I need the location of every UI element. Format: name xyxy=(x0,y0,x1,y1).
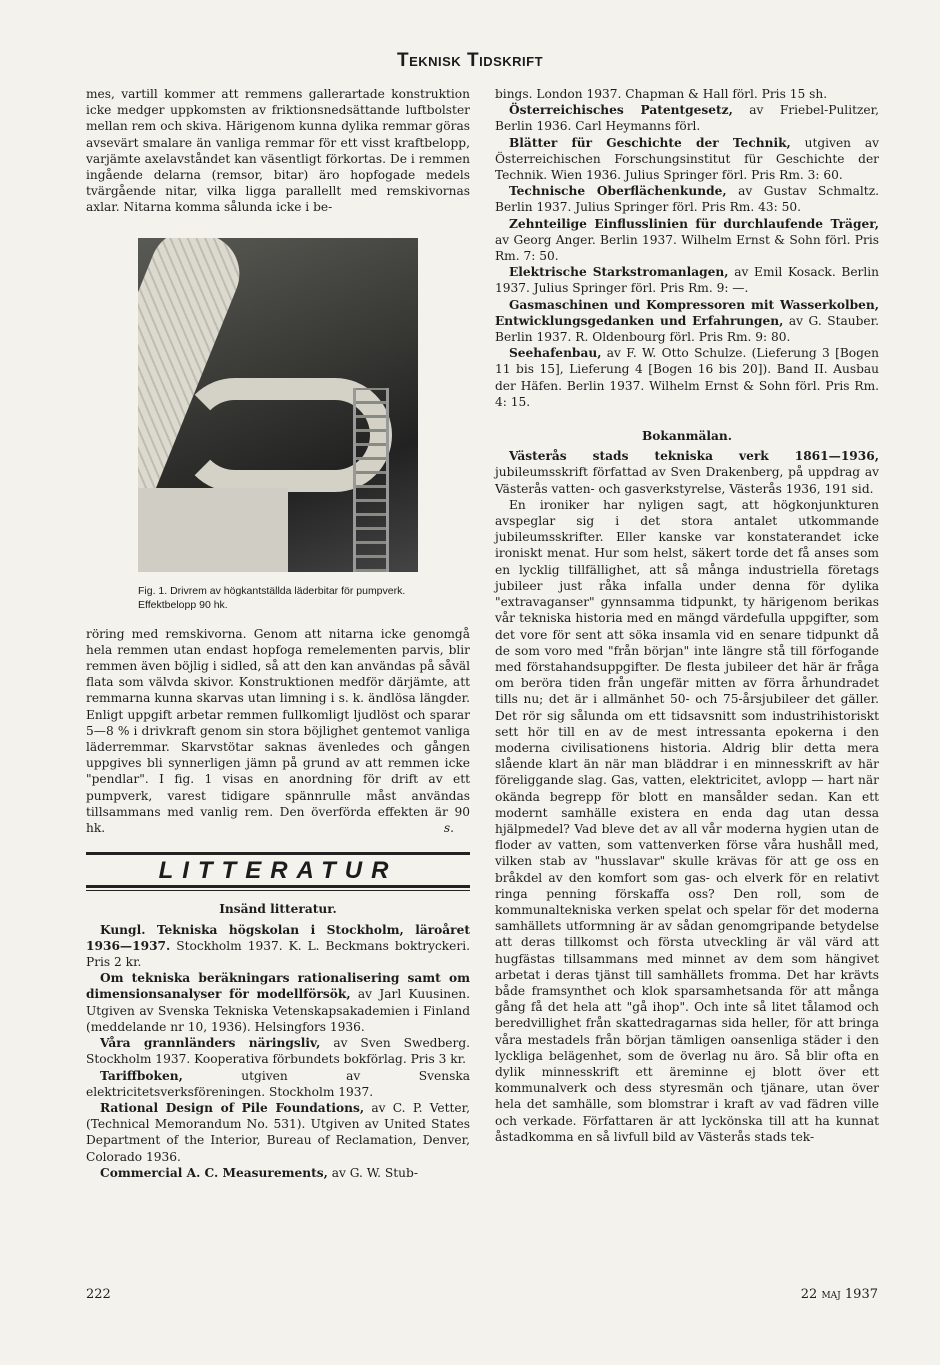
review-heading xyxy=(495,448,879,497)
literature-entry-details: av F. W. Otto Schulze. (Lieferung 3 [Bogen 11 bis 15], Lieferung 4 [Bogen 16 bis 20]). Band II. Ausbau der Häfen. Berlin 1937. Wilhelm Ernst & Sohn förl. Pris Rm. 4: 15. xyxy=(495,346,879,409)
literature-entry xyxy=(86,970,470,1035)
section-title: LITTERATUR xyxy=(158,857,398,885)
review-title: Västerås stads tekniska verk 1861—1936, xyxy=(509,449,879,464)
literature-list-left xyxy=(86,922,470,1181)
literature-entry xyxy=(86,1068,470,1100)
literature-entry xyxy=(495,86,879,102)
literature-entry-title: Blätter für Geschichte der Technik, xyxy=(509,135,791,150)
literature-entry-details: bings. London 1937. Chapman & Hall förl. Pris 15 sh. xyxy=(495,87,828,101)
literature-entry-title: Commercial A. C. Measurements, xyxy=(100,1165,328,1180)
continued-text: röring med remskivorna. Genom att nitarna icke genomgå hela remmen utan endast hopfoga remelementen parvis, blir remmen även böjlig i sidled, så att den kan användas på såväl flata som välvda skivor. Konstruktionen medför därjämte, att remmarna kunna skarvas utan limning i s. k. ändlösa längder. Enligt uppgift arbetar remmen fullkomligt ljudlöst och sparar 5—8 % i drivkraft genom sin stora böjlighet gentemot vanliga läderremmar. Skarvstötar saknas ävenledes och gången uppgives bli synnerligen jämn på grund av att remmen icke "pendlar". I fig. 1 visas en anordning för drift av ett pumpverk, varest tidigare spännrulle måst användas tillsammans med vanlig rem. Den överförda effekten är 90 hk. xyxy=(86,626,470,836)
intro-paragraph: mes, vartill kommer att remmens gallerartade konstruktion icke medger uppkomsten av friktionsnedsättande luftbolster mellan rem och skiva. Härigenom kunna dylika remmar göras avsevärt smalare än vanliga remmar för ett visst kraftbelopp, varjämte axelavståndet kan väsentligt förkortas. De i remmen ingående delarna (remsor, bitar) äro hopfogade medels tvärgående nitar, vilka ligga parallellt med remskivornas axlar. Nitarna komma sålunda icke i be- xyxy=(86,87,470,215)
section-header xyxy=(86,852,470,891)
review-title-rest: jubileumsskrift författad av Sven Drakenberg, på uppdrag av Västerås vatten- och gasverkstyrelse, Västerås 1936, 191 sid. xyxy=(495,465,879,496)
right-column xyxy=(495,86,879,1145)
literature-entry-title: Tariffboken, xyxy=(100,1068,183,1083)
literature-entry xyxy=(495,345,879,410)
literature-entry xyxy=(495,264,879,296)
literature-entry xyxy=(495,297,879,346)
literature-entry-title: Österreichisches Patentgesetz, xyxy=(509,103,733,118)
review-subhead: Bokanmälan. xyxy=(641,429,733,444)
literature-entry xyxy=(86,1035,470,1067)
literature-entry-title: Technische Oberflächenkunde, xyxy=(509,184,727,199)
literature-entry-title: Seehafenbau, xyxy=(509,346,602,361)
continued-paragraph xyxy=(86,626,470,837)
literature-entry-title: Gasmaschinen und Kompressoren mit Wasserkolben, Entwicklungsgedanken und Erfahrungen, xyxy=(495,297,879,328)
literature-entry-details: av Gustav Schmaltz. Berlin 1937. Julius Springer förl. Pris Rm. 43: 50. xyxy=(495,184,879,215)
section-rule-thin xyxy=(86,890,470,891)
literature-entry-details: Stockholm 1937. K. L. Beckmans boktryckeri. Pris 2 kr. xyxy=(86,938,470,970)
figure-ladder-shape xyxy=(353,388,389,572)
figure-photo xyxy=(138,238,418,572)
review-body: En ironiker har nyligen sagt, att högkonjunkturen avspeglar sig i det stora antalet utkommande jubileumsskrifter. Eller kanske var konstaterandet icke ironiskt menat. Hur som helst, säkert torde det få anses som en lycklig tillfällighet, att så många industriella företags jubileer just råka infalla under denna för dylika "extravaganser" gynnsamma tidpunkt, ty härigenom berikas vår tekniska historia med en mängd värdefulla uppgifter, som det vore för sent att söka insamla vid en senare tidpunkt då de som voro med "från början" inte längre stå till förfogande med förstahandsuppgifter. De flesta jubileer det här är fråga om beröra tiden från ungefär mitten av förra århundradet tills nu; det är i allmänhet 50- och 75-årsjubileer det gäller. Det rör sig sålunda om ett tidsavsnitt som industrihistoriskt sett hör till en av de mest intressanta epokerna i den moderna civilisationens historia. Aldrig blir detta mera slående klart än när man bläddrar i en minnesskrift av här föreliggande slag. Gas, vatten, elektricitet, avlopp — hart när okända begrepp för blott en mansålder sedan. Kan ett modernt samhälle existera en enda dag utan dessa hjälpmedel? Vad bleve det av all vår moderna hygien utan de floder av vatten, som vattenverken förse våra hushåll med, vilken stab av "husslavar" skulle krävas för att ge oss en bråkdel av den komfort som gas- och elverk för en relativt ringa penning förskaffa oss? Den roll, som de kommunaltekniska verken spelat och spelar för det moderna samhällets utformning är av sådan genomgripande betydelse att deras tillkomst och första utveckling är väl värd att hugfästas tillsammans med minnet av dem som hängivet arbetat i deras tjänst till samhällets fromma. Det har krävts både framsynthet och klok sparsamhetsanda för att många gång få det hela att "gå ihop". Och inte så litet tålamod och beredvillighet från skattedragarnas sida heller, för att bringa våra mestadels från början tämligen oansenliga städer i den lyckliga belägenhet, som de överlag nu äro. Så blir ofta en dylik minnesskrift ett äreminne ej blott över ett kommunalverk och dess styresmän och tjänare, utan över hela det samhälle, som blomstrar i kraft av vad fädren ville och verkade. Författaren är att lyckönska till att ha kunnat åstadkomma en så livfull bild av Västerås stads tek- xyxy=(495,497,879,1144)
literature-entry xyxy=(495,135,879,184)
literature-entry xyxy=(495,102,879,134)
signature: s. xyxy=(443,821,454,836)
literature-entry-details: av Sven Swedberg. Stockholm 1937. Kooperativa förbundets bokförlag. Pris 3 kr. xyxy=(86,1036,470,1067)
literature-subhead: Insänd litteratur. xyxy=(219,902,337,917)
literature-entry-details: utgiven av Svenska elektricitetsverksföreningen. Stockholm 1937. xyxy=(86,1068,470,1099)
literature-entry-details: av Jarl Kuusinen. Utgiven av Svenska Tekniska Vetenskapsakademien i Finland (meddelande nr 10, 1936). Helsingfors 1936. xyxy=(86,987,471,1034)
literature-entry-title: Kungl. Tekniska högskolan i Stockholm, läroåret 1936—1937. xyxy=(86,922,470,953)
literature-entry-title: Rational Design of Pile Foundations, xyxy=(100,1100,365,1115)
literature-entry-details: av G. Stauber. Berlin 1937. R. Oldenbourg förl. Pris Rm. 9: 80. xyxy=(495,313,879,345)
journal-title: Teknisk Tidskrift xyxy=(396,50,544,71)
literature-entry-details: av C. P. Vetter, (Technical Memorandum No. 531). Utgiven av United States Department of the Interior, Bureau of Reclamation, Denver, Colorado 1936. xyxy=(86,1100,470,1164)
page-number: 222 xyxy=(86,1287,111,1302)
left-column xyxy=(86,86,470,1181)
figure-block-shape xyxy=(138,488,288,572)
literature-entry-details: av G. W. Stub- xyxy=(327,1165,418,1180)
literature-entry-title: Elektrische Starkstromanlagen, xyxy=(509,265,729,280)
literature-entry xyxy=(495,183,879,215)
literature-entry-details: av Friebel-Pulitzer, Berlin 1936. Carl Heymanns förl. xyxy=(495,103,879,134)
literature-entry-title: Om tekniska beräkningars rationalisering samt om dimensionsanalyser för modellförsök, xyxy=(86,971,470,1002)
literature-entry xyxy=(86,1165,470,1181)
section-rule-top xyxy=(86,852,470,855)
literature-entry xyxy=(86,1100,470,1165)
figure-caption: Fig. 1. Drivrem av högkantställda läderbitar för pumpverk. Effektbelopp 90 hk. xyxy=(138,584,406,611)
literature-entry xyxy=(86,922,470,971)
section-rule-bottom xyxy=(86,885,470,888)
literature-list-right xyxy=(495,86,879,410)
literature-entry-details: av Emil Kosack. Berlin 1937. Julius Springer förl. Pris Rm. 9: —. xyxy=(495,265,880,296)
literature-entry-details: utgiven av Österreichischen Forschungsinstitut für Geschichte der Technik. Wien 1936. Julius Springer förl. Pris Rm. 3: 60. xyxy=(495,135,879,183)
issue-date: 22 maj 1937 xyxy=(800,1287,878,1302)
literature-entry xyxy=(495,216,879,265)
literature-entry-details: av Georg Anger. Berlin 1937. Wilhelm Ernst & Sohn förl. Pris Rm. 7: 50. xyxy=(495,232,879,264)
literature-entry-title: Zehnteilige Einflusslinien für durchlaufende Träger, xyxy=(509,216,879,231)
literature-entry-title: Våra grannländers näringsliv, xyxy=(100,1036,321,1051)
